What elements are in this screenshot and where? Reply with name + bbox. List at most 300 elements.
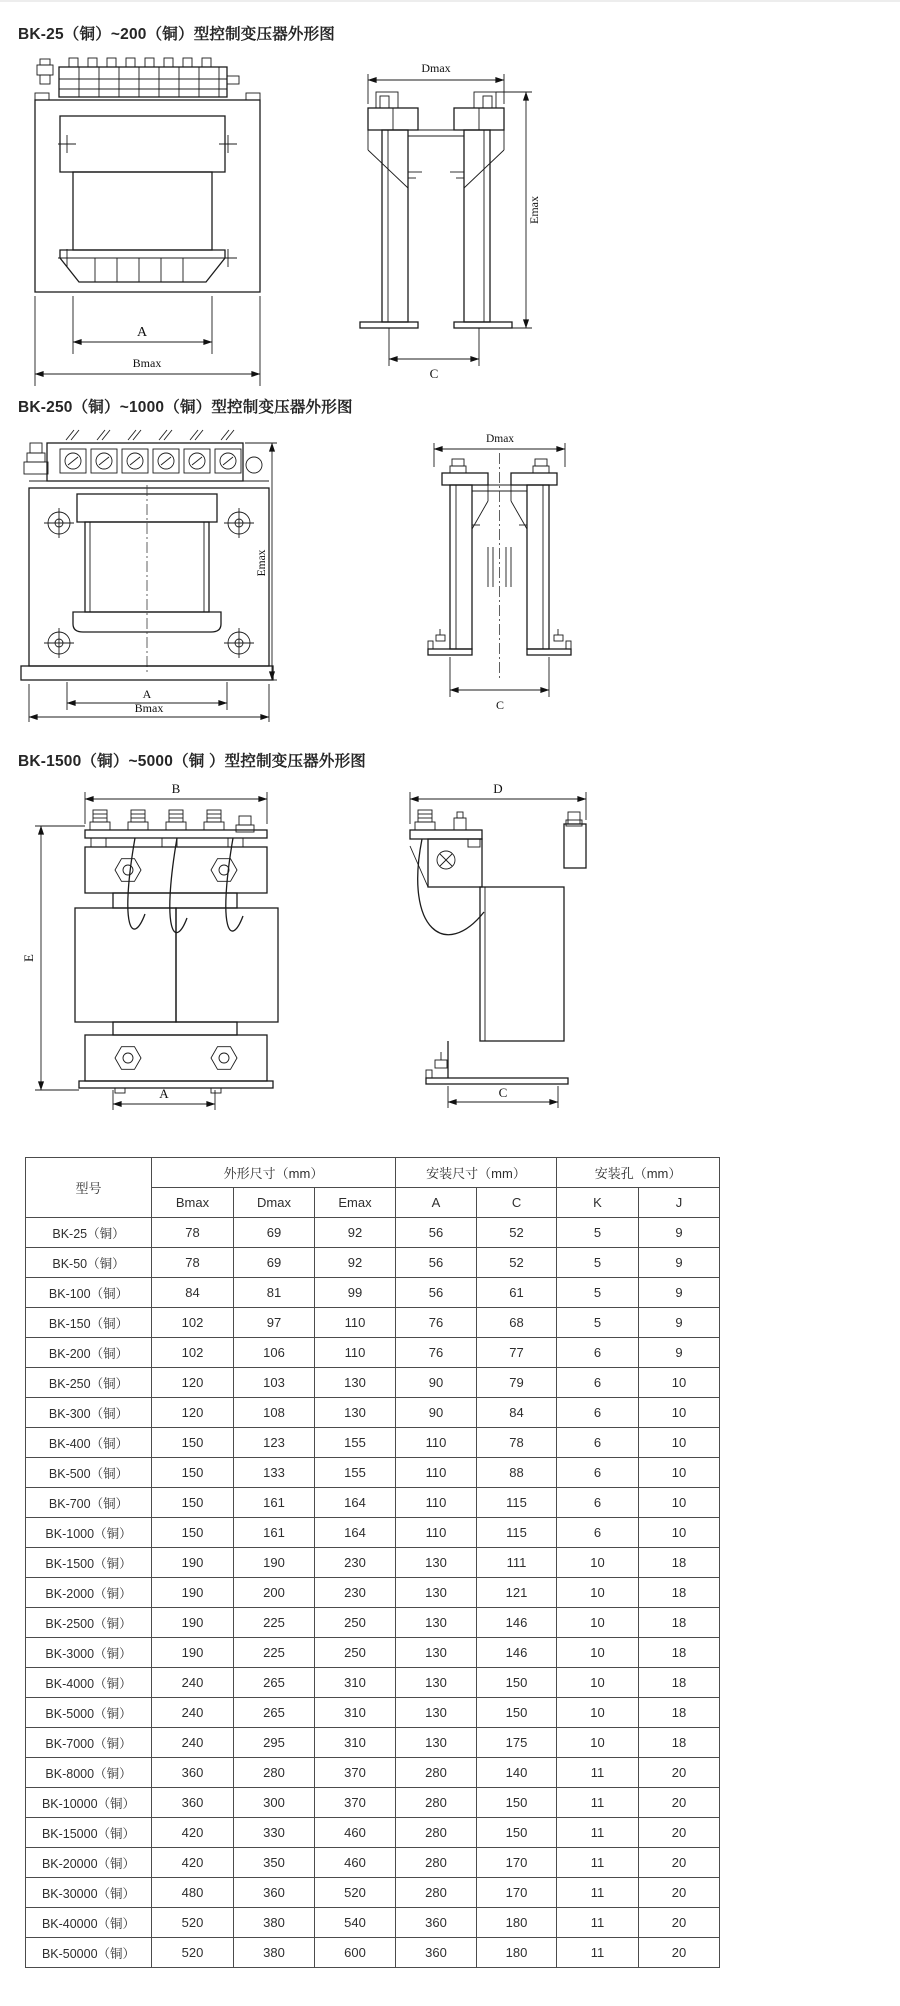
- value-cell: 11: [557, 1758, 639, 1788]
- value-cell: 175: [477, 1728, 557, 1758]
- left-leg: [428, 459, 488, 655]
- value-cell: 20: [639, 1878, 720, 1908]
- right-bracket: [564, 824, 586, 868]
- terminal-teeth: [69, 58, 211, 67]
- value-cell: 280: [396, 1818, 477, 1848]
- value-cell: 6: [557, 1398, 639, 1428]
- model-cell: BK-250（铜）: [26, 1368, 152, 1398]
- terminal-screws: [60, 449, 241, 473]
- value-cell: 133: [234, 1458, 315, 1488]
- model-cell: BK-40000（铜）: [26, 1908, 152, 1938]
- col-header-bmax: Bmax: [152, 1188, 234, 1218]
- value-cell: 300: [234, 1788, 315, 1818]
- value-cell: 520: [152, 1908, 234, 1938]
- model-cell: BK-150（铜）: [26, 1308, 152, 1338]
- value-cell: 18: [639, 1578, 720, 1608]
- bk1500-5000-front-view: [15, 780, 310, 1112]
- value-cell: 11: [557, 1908, 639, 1938]
- value-cell: 9: [639, 1278, 720, 1308]
- value-cell: 110: [396, 1428, 477, 1458]
- value-cell: 11: [557, 1878, 639, 1908]
- value-cell: 11: [557, 1848, 639, 1878]
- value-cell: 370: [315, 1758, 396, 1788]
- value-cell: 295: [234, 1728, 315, 1758]
- model-cell: BK-50（铜）: [26, 1248, 152, 1278]
- col-header-emax: Emax: [315, 1188, 396, 1218]
- value-cell: 190: [152, 1578, 234, 1608]
- mounting-plate: [29, 488, 269, 666]
- value-cell: 10: [557, 1698, 639, 1728]
- value-cell: 76: [396, 1308, 477, 1338]
- table-row: [26, 1548, 720, 1578]
- value-cell: 90: [396, 1398, 477, 1428]
- value-cell: 150: [152, 1458, 234, 1488]
- value-cell: 520: [152, 1938, 234, 1968]
- value-cell: 170: [477, 1878, 557, 1908]
- hex-nuts-bottom: [115, 1047, 237, 1070]
- value-cell: 360: [234, 1878, 315, 1908]
- value-cell: 150: [152, 1428, 234, 1458]
- value-cell: 250: [315, 1608, 396, 1638]
- model-cell: BK-4000（铜）: [26, 1668, 152, 1698]
- table-row: [26, 1908, 720, 1938]
- value-cell: 164: [315, 1488, 396, 1518]
- value-cell: 20: [639, 1818, 720, 1848]
- model-cell: BK-20000（铜）: [26, 1848, 152, 1878]
- yoke-lines: [408, 130, 464, 136]
- value-cell: 130: [396, 1578, 477, 1608]
- body: [468, 887, 564, 1041]
- value-cell: 360: [152, 1788, 234, 1818]
- value-cell: 77: [477, 1338, 557, 1368]
- value-cell: 6: [557, 1488, 639, 1518]
- value-cell: 150: [477, 1788, 557, 1818]
- value-cell: 20: [639, 1788, 720, 1818]
- model-cell: BK-25（铜）: [26, 1218, 152, 1248]
- value-cell: 420: [152, 1848, 234, 1878]
- value-cell: 420: [152, 1818, 234, 1848]
- value-cell: 18: [639, 1548, 720, 1578]
- dimension-a: [113, 1086, 215, 1110]
- value-cell: 6: [557, 1428, 639, 1458]
- value-cell: 20: [639, 1938, 720, 1968]
- value-cell: 380: [234, 1908, 315, 1938]
- value-cell: 6: [557, 1518, 639, 1548]
- dim-label-d: D: [493, 781, 503, 796]
- mounting-plate: [35, 93, 260, 292]
- model-cell: BK-50000（铜）: [26, 1938, 152, 1968]
- model-column-header: 型号: [26, 1158, 152, 1218]
- col-header-dmax: Dmax: [234, 1188, 315, 1218]
- value-cell: 120: [152, 1398, 234, 1428]
- value-cell: 280: [396, 1878, 477, 1908]
- bk25-200-side-view: [350, 54, 545, 389]
- value-cell: 10: [639, 1428, 720, 1458]
- dim-label-bmax: Bmax: [134, 701, 164, 715]
- model-cell: BK-10000（铜）: [26, 1788, 152, 1818]
- value-cell: 9: [639, 1248, 720, 1278]
- dim-label-c: C: [495, 698, 505, 712]
- value-cell: 99: [315, 1278, 396, 1308]
- value-cell: 78: [152, 1248, 234, 1278]
- value-cell: 370: [315, 1788, 396, 1818]
- value-cell: 10: [639, 1488, 720, 1518]
- value-cell: 146: [477, 1638, 557, 1668]
- value-cell: 280: [396, 1788, 477, 1818]
- value-cell: 56: [396, 1248, 477, 1278]
- value-cell: 460: [315, 1848, 396, 1878]
- model-cell: BK-100（铜）: [26, 1278, 152, 1308]
- value-cell: 360: [396, 1938, 477, 1968]
- value-cell: 92: [315, 1248, 396, 1278]
- table-row: [26, 1368, 720, 1398]
- col-header-j: J: [639, 1188, 720, 1218]
- dimension-a: [73, 296, 212, 354]
- value-cell: 84: [152, 1278, 234, 1308]
- value-cell: 20: [639, 1848, 720, 1878]
- value-cell: 18: [639, 1728, 720, 1758]
- dim-label-emax: Emax: [256, 549, 268, 577]
- value-cell: 52: [477, 1248, 557, 1278]
- value-cell: 78: [477, 1428, 557, 1458]
- value-cell: 10: [639, 1398, 720, 1428]
- value-cell: 102: [152, 1308, 234, 1338]
- dim-label-b: B: [171, 781, 181, 796]
- col-header-c: C: [477, 1188, 557, 1218]
- model-cell: BK-2000（铜）: [26, 1578, 152, 1608]
- model-cell: BK-200（铜）: [26, 1338, 152, 1368]
- model-cell: BK-5000（铜）: [26, 1698, 152, 1728]
- value-cell: 6: [557, 1338, 639, 1368]
- foot-bracket: [426, 1041, 568, 1084]
- value-cell: 225: [234, 1638, 315, 1668]
- table-row: [26, 1758, 720, 1788]
- dim-label-a: A: [136, 325, 148, 340]
- group-header-outline: 外形尺寸（mm）: [152, 1158, 396, 1188]
- dim-label-dmax: Dmax: [421, 61, 451, 75]
- table-row: [26, 1938, 720, 1968]
- value-cell: 140: [477, 1758, 557, 1788]
- value-cell: 81: [234, 1278, 315, 1308]
- value-cell: 150: [152, 1518, 234, 1548]
- dimension-c: [448, 1085, 558, 1108]
- value-cell: 280: [234, 1758, 315, 1788]
- value-cell: 600: [315, 1938, 396, 1968]
- value-cell: 10: [557, 1668, 639, 1698]
- table-group-header-row: [26, 1158, 720, 1188]
- right-leg: [511, 459, 571, 655]
- value-cell: 120: [152, 1368, 234, 1398]
- value-cell: 240: [152, 1668, 234, 1698]
- value-cell: 56: [396, 1218, 477, 1248]
- table-row: [26, 1728, 720, 1758]
- right-leg: [450, 92, 512, 328]
- section-2-title: BK-250（铜）~1000（铜）型控制变压器外形图: [18, 399, 353, 416]
- value-cell: 161: [234, 1488, 315, 1518]
- value-cell: 10: [557, 1578, 639, 1608]
- col-header-a: A: [396, 1188, 477, 1218]
- value-cell: 520: [315, 1878, 396, 1908]
- model-cell: BK-300（铜）: [26, 1398, 152, 1428]
- value-cell: 5: [557, 1248, 639, 1278]
- value-cell: 92: [315, 1218, 396, 1248]
- value-cell: 110: [315, 1308, 396, 1338]
- group-header-holes: 安装孔（mm）: [557, 1158, 720, 1188]
- value-cell: 480: [152, 1878, 234, 1908]
- model-cell: BK-400（铜）: [26, 1428, 152, 1458]
- value-cell: 90: [396, 1368, 477, 1398]
- value-cell: 180: [477, 1938, 557, 1968]
- value-cell: 18: [639, 1638, 720, 1668]
- model-cell: BK-3000（铜）: [26, 1638, 152, 1668]
- dimension-dmax: [368, 61, 504, 104]
- bottom-clamp: [79, 1035, 273, 1093]
- value-cell: 10: [557, 1638, 639, 1668]
- value-cell: 9: [639, 1338, 720, 1368]
- table-row: [26, 1398, 720, 1428]
- hex-nuts-top: [115, 859, 237, 882]
- value-cell: 540: [315, 1908, 396, 1938]
- section-1-title: BK-25（铜）~200（铜）型控制变压器外形图: [18, 26, 336, 43]
- table-row: [26, 1818, 720, 1848]
- value-cell: 115: [477, 1518, 557, 1548]
- value-cell: 69: [234, 1218, 315, 1248]
- value-cell: 150: [152, 1488, 234, 1518]
- value-cell: 20: [639, 1758, 720, 1788]
- value-cell: 280: [396, 1848, 477, 1878]
- table-row: [26, 1338, 720, 1368]
- terminal-strip: [24, 430, 269, 488]
- value-cell: 190: [152, 1608, 234, 1638]
- value-cell: 250: [315, 1638, 396, 1668]
- table-row: [26, 1668, 720, 1698]
- dimensions-table-body: [26, 1218, 720, 1968]
- model-cell: BK-500（铜）: [26, 1458, 152, 1488]
- model-cell: BK-7000（铜）: [26, 1728, 152, 1758]
- model-cell: BK-30000（铜）: [26, 1878, 152, 1908]
- value-cell: 240: [152, 1728, 234, 1758]
- value-cell: 130: [315, 1398, 396, 1428]
- hatch-marks: [66, 430, 234, 440]
- value-cell: 150: [477, 1698, 557, 1728]
- table-row: [26, 1428, 720, 1458]
- model-cell: BK-1000（铜）: [26, 1518, 152, 1548]
- value-cell: 230: [315, 1548, 396, 1578]
- value-cell: 190: [152, 1638, 234, 1668]
- coil-core: [60, 116, 225, 282]
- value-cell: 110: [396, 1488, 477, 1518]
- value-cell: 84: [477, 1398, 557, 1428]
- value-cell: 102: [152, 1338, 234, 1368]
- value-cell: 180: [477, 1908, 557, 1938]
- value-cell: 9: [639, 1218, 720, 1248]
- value-cell: 310: [315, 1728, 396, 1758]
- value-cell: 52: [477, 1218, 557, 1248]
- value-cell: 150: [477, 1818, 557, 1848]
- value-cell: 103: [234, 1368, 315, 1398]
- table-row: [26, 1218, 720, 1248]
- value-cell: 76: [396, 1338, 477, 1368]
- value-cell: 68: [477, 1308, 557, 1338]
- bk250-1000-front-view: [15, 427, 283, 722]
- value-cell: 5: [557, 1218, 639, 1248]
- value-cell: 11: [557, 1938, 639, 1968]
- dim-label-c: C: [429, 366, 439, 381]
- dim-label-e: E: [21, 954, 36, 962]
- dim-label-a: A: [159, 1086, 169, 1101]
- value-cell: 106: [234, 1338, 315, 1368]
- value-cell: 18: [639, 1608, 720, 1638]
- value-cell: 5: [557, 1278, 639, 1308]
- model-cell: BK-2500（铜）: [26, 1608, 152, 1638]
- table-row: [26, 1248, 720, 1278]
- corner-screw-marks: [58, 135, 237, 267]
- value-cell: 200: [234, 1578, 315, 1608]
- value-cell: 61: [477, 1278, 557, 1308]
- value-cell: 460: [315, 1818, 396, 1848]
- windings: [75, 893, 278, 1035]
- lead-wires: [128, 838, 243, 933]
- value-cell: 130: [396, 1548, 477, 1578]
- value-cell: 225: [234, 1608, 315, 1638]
- bk1500-5000-side-view: [388, 780, 603, 1114]
- value-cell: 78: [152, 1218, 234, 1248]
- value-cell: 18: [639, 1698, 720, 1728]
- table-row: [26, 1698, 720, 1728]
- value-cell: 6: [557, 1458, 639, 1488]
- value-cell: 115: [477, 1488, 557, 1518]
- value-cell: 330: [234, 1818, 315, 1848]
- dome-screw: [246, 457, 262, 473]
- value-cell: 110: [396, 1458, 477, 1488]
- value-cell: 56: [396, 1278, 477, 1308]
- value-cell: 164: [315, 1518, 396, 1548]
- value-cell: 108: [234, 1398, 315, 1428]
- value-cell: 310: [315, 1668, 396, 1698]
- value-cell: 110: [315, 1338, 396, 1368]
- value-cell: 190: [234, 1548, 315, 1578]
- col-header-k: K: [557, 1188, 639, 1218]
- value-cell: 380: [234, 1938, 315, 1968]
- value-cell: 10: [639, 1458, 720, 1488]
- value-cell: 130: [396, 1728, 477, 1758]
- value-cell: 130: [315, 1368, 396, 1398]
- model-cell: BK-15000（铜）: [26, 1818, 152, 1848]
- model-cell: BK-700（铜）: [26, 1488, 152, 1518]
- bk25-200-front-view: [15, 52, 300, 390]
- value-cell: 350: [234, 1848, 315, 1878]
- table-row: [26, 1578, 720, 1608]
- value-cell: 130: [396, 1638, 477, 1668]
- group-header-mounting: 安装尺寸（mm）: [396, 1158, 557, 1188]
- value-cell: 146: [477, 1608, 557, 1638]
- value-cell: 123: [234, 1428, 315, 1458]
- value-cell: 360: [396, 1908, 477, 1938]
- value-cell: 121: [477, 1578, 557, 1608]
- value-cell: 265: [234, 1698, 315, 1728]
- terminal-studs: [90, 810, 254, 832]
- table-row: [26, 1488, 720, 1518]
- value-cell: 190: [152, 1548, 234, 1578]
- value-cell: 69: [234, 1248, 315, 1278]
- value-cell: 10: [557, 1548, 639, 1578]
- value-cell: 265: [234, 1668, 315, 1698]
- model-cell: BK-1500（铜）: [26, 1548, 152, 1578]
- table-row: [26, 1788, 720, 1818]
- value-cell: 10: [557, 1728, 639, 1758]
- value-cell: 280: [396, 1758, 477, 1788]
- dim-label-c: C: [498, 1085, 508, 1100]
- mounting-holes: [44, 508, 254, 658]
- dimension-b: [85, 781, 267, 824]
- section-3-title: BK-1500（铜）~5000（铜 ）型控制变压器外形图: [18, 753, 366, 770]
- dimension-d: [410, 781, 586, 824]
- model-cell: BK-8000（铜）: [26, 1758, 152, 1788]
- terminal-block: [37, 58, 239, 97]
- value-cell: 240: [152, 1698, 234, 1728]
- value-cell: 230: [315, 1578, 396, 1608]
- value-cell: 6: [557, 1368, 639, 1398]
- dimensions-table: [25, 1157, 720, 1968]
- value-cell: 155: [315, 1428, 396, 1458]
- table-row: [26, 1638, 720, 1668]
- value-cell: 130: [396, 1668, 477, 1698]
- top-clamp: [85, 810, 267, 893]
- value-cell: 9: [639, 1308, 720, 1338]
- value-cell: 161: [234, 1518, 315, 1548]
- left-leg: [360, 92, 422, 328]
- value-cell: 110: [396, 1518, 477, 1548]
- table-row: [26, 1848, 720, 1878]
- value-cell: 79: [477, 1368, 557, 1398]
- left-bolt: [24, 443, 48, 474]
- table-row: [26, 1878, 720, 1908]
- dim-label-a: A: [142, 687, 152, 701]
- value-cell: 150: [477, 1668, 557, 1698]
- dimension-emax: [496, 92, 541, 328]
- dimension-bmax: [35, 296, 260, 386]
- value-cell: 18: [639, 1668, 720, 1698]
- table-row: [26, 1458, 720, 1488]
- value-cell: 170: [477, 1848, 557, 1878]
- value-cell: 360: [152, 1758, 234, 1788]
- dim-label-dmax: Dmax: [485, 433, 515, 445]
- top-assembly: [410, 810, 586, 887]
- value-cell: 11: [557, 1788, 639, 1818]
- table-row: [26, 1278, 720, 1308]
- value-cell: 97: [234, 1308, 315, 1338]
- dim-label-emax: Emax: [527, 196, 541, 224]
- value-cell: 155: [315, 1458, 396, 1488]
- value-cell: 130: [396, 1608, 477, 1638]
- side-bolt: [37, 59, 53, 84]
- value-cell: 10: [639, 1368, 720, 1398]
- value-cell: 11: [557, 1818, 639, 1848]
- value-cell: 88: [477, 1458, 557, 1488]
- value-cell: 5: [557, 1308, 639, 1338]
- value-cell: 10: [557, 1608, 639, 1638]
- dimension-c: [389, 328, 479, 381]
- value-cell: 111: [477, 1548, 557, 1578]
- bk250-1000-side-view: [422, 429, 577, 721]
- dim-label-bmax: Bmax: [132, 356, 162, 370]
- value-cell: 130: [396, 1698, 477, 1728]
- table-row: [26, 1608, 720, 1638]
- table-row: [26, 1518, 720, 1548]
- value-cell: 310: [315, 1698, 396, 1728]
- table-row: [26, 1308, 720, 1338]
- value-cell: 20: [639, 1908, 720, 1938]
